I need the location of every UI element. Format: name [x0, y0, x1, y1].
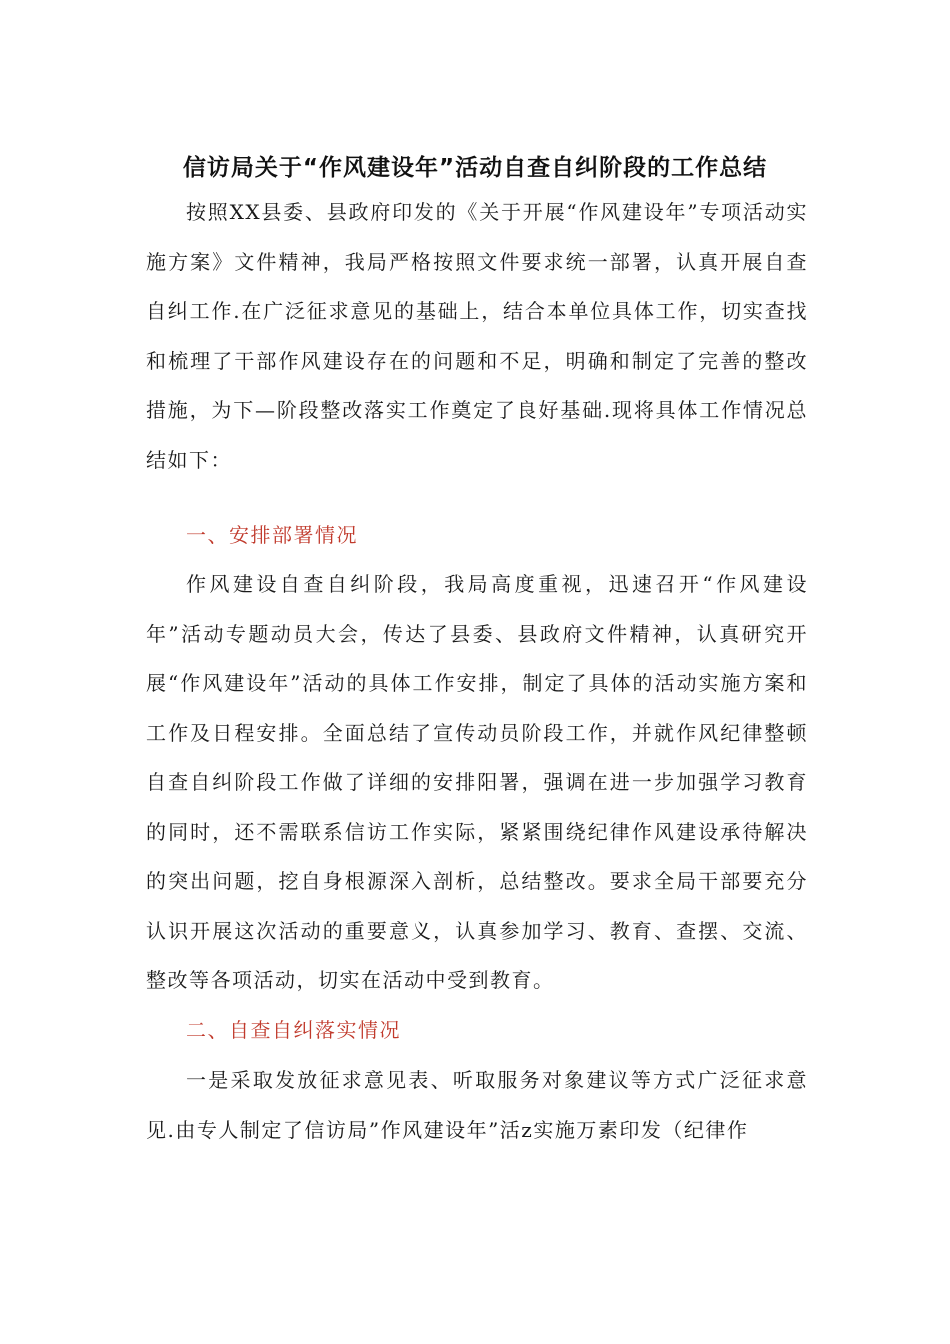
- paragraph-intro: 按照XX县委、县政府印发的《关于开展“作风建设年”专项活动实施方案》文件精神，我局严格按照文件要求统一部署，认真开展自查自纠工作.在广泛征求意见的基础上，结合本单位具体工作，切实查找和梳理了干部作风建设存在的问题和不足，明确和制定了完善的整改措施，为下—阶段整改落实工作奠定了良好基础.现将具体工作情况总结如下：: [146, 200, 808, 472]
- paragraph-self-inspection: 一是采取发放征求意见表、听取服务对象建议等方式广泛征求意见.由专人制定了信访局”作风建设年”活z实施万素印发（纪律作: [146, 1068, 808, 1142]
- document-title: 信访局关于“作风建设年”活动自查自纠阶段的工作总结: [182, 155, 768, 181]
- section-heading-deployment: 一、安排部署情况: [186, 523, 358, 547]
- section-heading-self-inspection: 二、自查自纠落实情况: [186, 1018, 401, 1042]
- paragraph-deployment: 作风建设自查自纠阶段，我局高度重视，迅速召开“作风建设年”活动专题动员大会，传达了县委、县政府文件精神，认真研究开展“作风建设年”活动的具体工作安排，制定了具体的活动实施方案和工作及日程安排。全面总结了宣传动员阶段工作，并就作风纪律整顿自查自纠阶段工作做了详细的安排阳署，强调在进一步加强学习教育的同时，还不需联系信访工作实际，紧紧围绕纪律作风建设承待解决的突出问题，挖自身根源深入剖析，总结整改。要求全局干部要充分认识开展这次活动的重要意义，认真参加学习、教育、查摆、交流、整改等各项活动，切实在活动中受到教育。: [146, 572, 808, 992]
